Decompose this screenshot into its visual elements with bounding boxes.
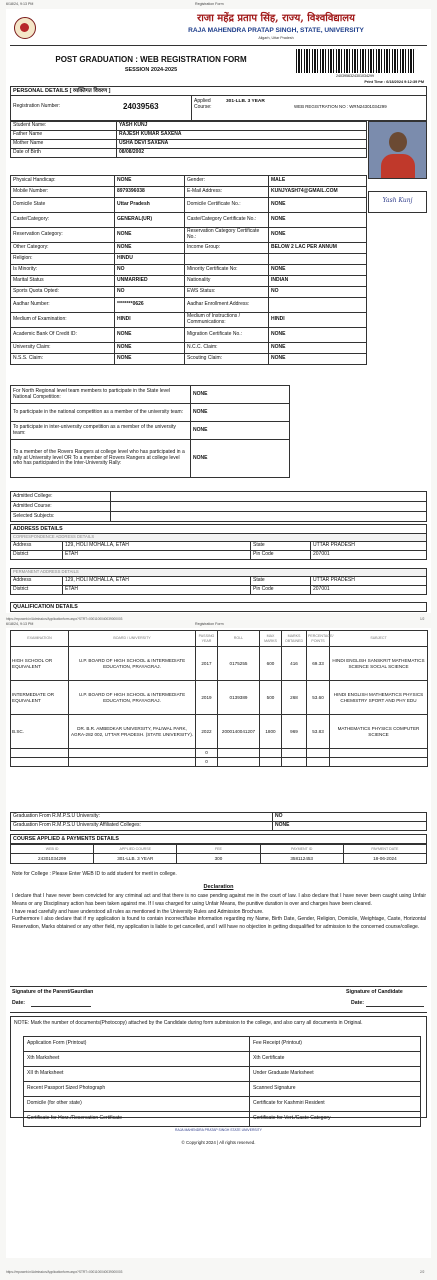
perm-address-table	[10, 576, 427, 595]
field-label: Domicile State	[11, 198, 115, 213]
document-row	[24, 1037, 421, 1052]
applied-course-value: 301-LLB. 3 YEAR	[226, 99, 265, 104]
field-label: E-Mail Address:	[185, 187, 269, 198]
field-value: 129, HOLI MOHALLA, ETAH	[63, 542, 251, 551]
field-value: UTTAR PRADESH	[311, 542, 427, 551]
column-header: PERCENTAGE/ POINTS	[307, 631, 330, 647]
qualification-cell: MATHEMATICS PHYSICS COMPUTER SCIENCE	[330, 715, 428, 749]
qualification-cell	[11, 749, 69, 758]
field-label: Date of Birth	[11, 149, 117, 158]
qualification-cell: HINDI ENGLISH MATHEMATICS PHYSICS CHEMISTRY SPORT AND PHY EDU	[330, 681, 428, 715]
field-label: Is Minority:	[11, 265, 115, 276]
university-logo-icon	[14, 17, 36, 39]
field-label: To a member of the Rovers Rangers at college level who has participated in a rally at University level OR To a member of Rovers Rangers at college level who has participated in the Inter-University Rally:	[11, 440, 191, 478]
document-row	[24, 1082, 421, 1097]
table-row	[11, 176, 367, 187]
column-header: PAYMENT DATE	[343, 845, 426, 854]
field-label: Scouting Claim:	[185, 354, 269, 365]
personal-details-heading: PERSONAL DETAILS [ व्यक्तिगत विवरण ]	[10, 86, 427, 96]
field-label: Father Name	[11, 131, 117, 140]
table-row	[11, 298, 367, 313]
field-value: HINDI	[269, 313, 367, 328]
field-label: Physical Handicap:	[11, 176, 115, 187]
qualification-cell	[218, 749, 260, 758]
qualification-cell	[307, 758, 330, 767]
qualification-cell: 500	[260, 681, 282, 715]
documents-note: NOTE: Mark the number of documents(Photocopy) attached by the Candidate during form submission to the college, and also carry all documents in Original.	[14, 1020, 363, 1026]
student-photo	[368, 121, 427, 179]
graduation-table	[10, 812, 427, 831]
qualification-cell	[69, 749, 196, 758]
documents-table	[23, 1036, 421, 1127]
university-name-english: RAJA MAHENDRA PRATAP SINGH, STATE, UNIVERSITY	[188, 27, 364, 34]
field-label: Admitted College:	[11, 492, 111, 502]
field-value: ETAH	[63, 551, 251, 560]
field-label: Migration Certificate No.:	[185, 328, 269, 343]
print-header-title: Registration Form	[195, 2, 224, 6]
qualification-cell: 969	[282, 715, 307, 749]
document-item: Scanned Signature	[250, 1082, 421, 1097]
date-label-1: Date:	[12, 1000, 25, 1006]
field-label: Sports Quota Opted:	[11, 287, 115, 298]
qualification-cell: 416	[282, 647, 307, 681]
table-row	[11, 328, 367, 343]
column-header: APPLIED COURSE	[94, 845, 177, 854]
field-value: RAJESH KUMAR SAXENA	[117, 131, 367, 140]
field-label: Admitted Course:	[11, 502, 111, 512]
barcode-image	[296, 49, 414, 73]
field-label: Pin Code	[251, 586, 311, 595]
field-value: HINDU	[115, 254, 185, 265]
declaration-para-2: I have read carefully and have understood all rules as mentioned in the University Rules and Admission Brochure.	[12, 908, 264, 915]
field-value: NONE	[115, 343, 185, 354]
table-row	[11, 265, 367, 276]
address-heading: ADDRESS DETAILS	[10, 524, 427, 534]
payment-cell: 358112453	[260, 854, 343, 864]
qualification-cell	[330, 749, 428, 758]
field-label: State	[251, 577, 311, 586]
field-label: Medium of Examination:	[11, 313, 115, 328]
applied-course-label: Applied Course:	[194, 98, 212, 110]
qualification-cell	[260, 758, 282, 767]
field-label: Other Category:	[11, 243, 115, 254]
field-value	[111, 492, 427, 502]
document-item: XII th Marksheet	[24, 1067, 250, 1082]
table-row	[11, 502, 427, 512]
session: SESSION 2024-2025	[124, 67, 178, 73]
declaration-para-3: Furthermore I also declare that if my application is found to contain incorrect/false information regarding my Name, Birth Date, Gender, Religion, Domicile, Weightage, Caste, Horizontal Reservation, Marks obtained or any other field, my application is liable to get cancelled, and I will have no objection in getting disqualified for admission to the concerned course/college.	[12, 916, 426, 930]
payment-cell: 18-06-2024	[343, 854, 426, 864]
table-row	[11, 354, 367, 365]
field-label: Student Name:	[11, 122, 117, 131]
qualification-cell: 2000140041207	[218, 715, 260, 749]
qualification-cell: 69.33	[307, 647, 330, 681]
field-label: Reservation Category Certificate No.:	[185, 228, 269, 243]
declaration-para-1: I declare that I have never been convicted for any criminal act and that there is no case pending against me in the court of law. I also declare that I have never been caught using Unfair Means or any Disciplinary action has been taken against me. If I was charged for using Unfair Means, the punitive duration is over and charges have been cleared.	[12, 893, 426, 907]
table-row	[11, 140, 367, 149]
footer-url-2: https://mpuweb.in/Admission/Applicationform.aspx?STRT=0001100040039000003	[6, 1270, 123, 1274]
field-label: EWS Status:	[185, 287, 269, 298]
field-label: University Claim:	[11, 343, 115, 354]
field-value: NONE	[269, 213, 367, 228]
column-header: FEE	[177, 845, 260, 854]
corr-address-table	[10, 541, 427, 560]
table-row	[11, 813, 427, 822]
registration-row	[10, 95, 427, 121]
document-item: Fee Receipt (Printout)	[250, 1037, 421, 1052]
field-label: To participate in inter-university competition as a member of the university team:	[11, 422, 191, 440]
table-row	[11, 131, 367, 140]
document-item: Application Form (Printout)	[24, 1037, 250, 1052]
qualification-cell	[260, 749, 282, 758]
field-label: N.C.C. Claim:	[185, 343, 269, 354]
qualification-cell: 0	[196, 749, 218, 758]
qualification-row	[11, 758, 428, 767]
header-rule	[10, 45, 427, 46]
qualification-cell: 268	[282, 681, 307, 715]
document-item: Domicile (for other state)	[24, 1097, 250, 1112]
qualification-cell: U.P. BOARD OF HIGH SCHOOL & INTERMEDIATE EDUCATION, PRAYAGRAJ.	[69, 647, 196, 681]
document-item: Certificate for Horz./Reservation Certificate	[24, 1112, 250, 1127]
payment-table	[10, 844, 427, 864]
field-label: Religion:	[11, 254, 115, 265]
field-value: GENERAL(UR)	[115, 213, 185, 228]
field-value: NONE	[115, 243, 185, 254]
print-header-title-2: Registration Form	[195, 622, 224, 626]
field-label: Graduation From R.M.P.S.U University:	[11, 813, 273, 822]
document-row	[24, 1052, 421, 1067]
field-label: For North Regional level team members to participate in the State level National Competition:	[11, 386, 191, 404]
qualification-cell: 2022	[196, 715, 218, 749]
column-header: ROLL	[218, 631, 260, 647]
field-value: NONE	[191, 404, 290, 422]
table-row	[11, 213, 367, 228]
table-row	[11, 404, 290, 422]
field-label: Mobile Number:	[11, 187, 115, 198]
payment-heading: COURSE APPLIED & PAYMENTS DETAILS	[10, 834, 427, 844]
print-header-left: 6/18/24, 9:13 PM	[6, 2, 34, 6]
qualification-cell	[218, 758, 260, 767]
table-row	[11, 198, 367, 213]
document-row	[24, 1067, 421, 1082]
field-label: Selected Subjects:	[11, 512, 111, 522]
document-item: Xth Marksheet	[24, 1052, 250, 1067]
field-value: INDIAN	[269, 276, 367, 287]
field-value: NO	[273, 813, 427, 822]
qualification-cell	[11, 758, 69, 767]
qualification-cell	[330, 758, 428, 767]
field-label: Medium of Instructions / Communications:	[185, 313, 269, 328]
reg-value: 24039563	[123, 102, 159, 111]
field-label	[185, 254, 269, 265]
document-row	[24, 1112, 421, 1127]
candidate-signature-label: Signature of Candidate	[346, 989, 403, 995]
web-registration-no: WEB REGISTRATION NO : WRN24301034299	[294, 104, 387, 109]
field-label: District	[11, 551, 63, 560]
payment-cell: 24301034299	[11, 854, 94, 864]
field-label: Graduation From R.M.P.S.U University Affiliated Colleges:	[11, 822, 273, 831]
table-row	[11, 343, 367, 354]
field-value: NONE	[269, 228, 367, 243]
reg-label: Registration Number:	[13, 103, 61, 109]
barcode-number: 2403956324301034299	[336, 74, 374, 78]
table-row	[11, 577, 427, 586]
qualification-cell	[282, 749, 307, 758]
field-value: 08/08/2002	[117, 149, 367, 158]
payment-cell: 300	[177, 854, 260, 864]
field-label: Domicile Certificate No.:	[185, 198, 269, 213]
field-value: 8979396038	[115, 187, 185, 198]
field-value: NONE	[269, 198, 367, 213]
document-item: Certificate for Kashmiri Resident	[250, 1097, 421, 1112]
field-value: NONE	[115, 354, 185, 365]
column-header: MAX MARKS	[260, 631, 282, 647]
field-value: NONE	[115, 228, 185, 243]
document-item: Certificate for Vert./Caste Category	[250, 1112, 421, 1127]
page-2	[6, 628, 431, 1258]
field-value: NONE	[269, 354, 367, 365]
document-row	[24, 1097, 421, 1112]
student-basic-table	[10, 121, 367, 158]
column-header: BOARD / UNIVERSITY	[69, 631, 196, 647]
field-label: Mother Name	[11, 140, 117, 149]
print-header-left-2: 6/18/24, 9:13 PM	[6, 622, 34, 626]
qualification-table	[10, 630, 428, 767]
field-value: NONE	[273, 822, 427, 831]
field-label: Address	[11, 577, 63, 586]
field-label: Caste/Category Certificate No.:	[185, 213, 269, 228]
table-row	[11, 254, 367, 265]
table-row	[11, 149, 367, 158]
qualification-cell: INTERMEDIATE OR EQUIVALENT	[11, 681, 69, 715]
field-label: Minority Certificate No:	[185, 265, 269, 276]
table-row	[11, 276, 367, 287]
qualification-cell: 2017	[196, 647, 218, 681]
signature-image: Yash Kunj	[368, 191, 427, 213]
field-value: USHA DEVI SAXENA	[117, 140, 367, 149]
field-value: Uttar Pradesh	[115, 198, 185, 213]
perm-address-heading: PERMANENT ADDRESS DETAILS	[10, 568, 427, 577]
qualification-cell	[69, 758, 196, 767]
admitted-table	[10, 491, 427, 522]
field-value	[269, 254, 367, 265]
personal-grid-table	[10, 175, 367, 365]
declaration-title: Declaration	[203, 884, 234, 890]
field-label: Address	[11, 542, 63, 551]
qualification-row	[11, 647, 428, 681]
qualification-cell: 0139389	[218, 681, 260, 715]
qualification-cell: HIGH SCHOOL OR EQUIVALENT	[11, 647, 69, 681]
qualification-cell: B.SC.	[11, 715, 69, 749]
field-label: Caste/Category:	[11, 213, 115, 228]
table-row	[11, 122, 367, 131]
print-time: Print Time : 6/18/2024 9:12:39 PM	[364, 80, 424, 84]
column-header: MARKS OBTAINED	[282, 631, 307, 647]
qualification-cell: 0175255	[218, 647, 260, 681]
parent-signature-label: Signature of the Parent/Gaurdian	[12, 989, 94, 995]
table-row	[11, 542, 427, 551]
qualification-cell: U.P. BOARD OF HIGH SCHOOL & INTERMEDIATE EDUCATION, PRAYAGRAJ.	[69, 681, 196, 715]
table-row	[11, 386, 290, 404]
field-value: 207001	[311, 586, 427, 595]
column-header: PAYMENT ID	[260, 845, 343, 854]
table-row	[11, 187, 367, 198]
corr-address-heading: CORRESPONDENCE ADDRESS DETAILS	[10, 533, 427, 542]
field-value: MALE	[269, 176, 367, 187]
table-row	[11, 440, 290, 478]
field-value	[269, 298, 367, 313]
field-label: Reservation Category:	[11, 228, 115, 243]
field-value: NONE	[115, 328, 185, 343]
competition-table	[10, 385, 290, 478]
field-label: Academic Bank Of Credit ID:	[11, 328, 115, 343]
page-number-2: 2/2	[420, 1270, 425, 1274]
date-label-2: Date:	[351, 1000, 364, 1006]
field-label: State	[251, 542, 311, 551]
field-label: Aadhar Number:	[11, 298, 115, 313]
column-header: EXAMINATION	[11, 631, 69, 647]
table-row	[11, 512, 427, 522]
table-row	[11, 287, 367, 298]
field-label: Nationality	[185, 276, 269, 287]
payment-cell: 301-LLB. 3 YEAR	[94, 854, 177, 864]
page-number-1: 1/2	[420, 617, 425, 621]
field-value	[111, 502, 427, 512]
qualification-cell: 0	[196, 758, 218, 767]
document-item: Recent Passport Sized Photograph	[24, 1082, 250, 1097]
field-value: YASH KUNJ	[117, 122, 367, 131]
field-value	[111, 512, 427, 522]
qualification-cell: 53.60	[307, 681, 330, 715]
field-value: NO	[269, 287, 367, 298]
field-value: NONE	[269, 343, 367, 354]
field-value: KUNJYASH74@GMAIL.COM	[269, 187, 367, 198]
footer-copyright: © Copyright 2024 | All rights reserved.	[181, 1140, 256, 1145]
field-value: UTTAR PRADESH	[311, 577, 427, 586]
column-header: PASSING YEAR	[196, 631, 218, 647]
page-1	[6, 9, 431, 613]
qualification-row	[11, 749, 428, 758]
university-place: Aligarh, Uttar Pradesh	[258, 36, 294, 40]
footer-university: RAJA MAHENDRA PRATAP SINGH STATE UNIVERSITY	[175, 1128, 262, 1132]
column-header: SUBJECT	[330, 631, 428, 647]
qualification-heading: QUALIFICATION DETAILS	[10, 602, 427, 612]
field-label: To participate in the national competition as a member of the university team:	[11, 404, 191, 422]
field-label: Income Group:	[185, 243, 269, 254]
field-value: UNMARRIED	[115, 276, 185, 287]
field-value: NONE	[269, 328, 367, 343]
field-value: 129, HOLI MOHALLA, ETAH	[63, 577, 251, 586]
qualification-cell	[307, 749, 330, 758]
field-value: HINDI	[115, 313, 185, 328]
university-name-hindi: राजा महेंद्र प्रताप सिंह, राज्य, विश्वविद्यालय	[197, 13, 355, 24]
qualification-row	[11, 715, 428, 749]
document-item: Xth Certificate	[250, 1052, 421, 1067]
table-row	[11, 422, 290, 440]
footer-url: https://mpuweb.in/Admission/Applicationform.aspx?STRT=0001100040039000003	[6, 617, 123, 621]
field-label: District	[11, 586, 63, 595]
field-value: ETAH	[63, 586, 251, 595]
field-label: Gender:	[185, 176, 269, 187]
table-row	[11, 492, 427, 502]
qualification-cell: 2019	[196, 681, 218, 715]
form-title: POST GRADUATION : WEB REGISTRATION FORM	[55, 55, 247, 64]
field-value: ********0626	[115, 298, 185, 313]
qualification-cell: 600	[260, 647, 282, 681]
field-value: NONE	[191, 440, 290, 478]
qualification-row	[11, 681, 428, 715]
table-row	[11, 313, 367, 328]
field-value: BELOW 2 LAC PER ANNUM	[269, 243, 367, 254]
qualification-cell: DR. B.R. AMBEDKAR UNIVERSITY, PALIWAL PARK, AGRA-282 002, UTTAR PRADESH. (STATE UNIVERSITY).	[69, 715, 196, 749]
qualification-cell: HINDI ENGLISH SANSKRIT MATHEMATICS SCIENCE SOCIAL SCIENCE	[330, 647, 428, 681]
field-label: Marital Status	[11, 276, 115, 287]
college-note: Note for College : Please Enter WEB ID to add student for merit in college.	[12, 871, 177, 877]
field-value: 207001	[311, 551, 427, 560]
table-row	[11, 586, 427, 595]
field-label: N.S.S. Claim:	[11, 354, 115, 365]
qualification-cell: 1800	[260, 715, 282, 749]
document-item: Under Graduate Marksheet	[250, 1067, 421, 1082]
table-row	[11, 551, 427, 560]
field-label: Aadhar Enrollment Address:	[185, 298, 269, 313]
field-label: Pin Code	[251, 551, 311, 560]
field-value: NONE	[191, 386, 290, 404]
documents-box	[10, 1016, 427, 1122]
field-value: NO	[115, 265, 185, 276]
field-value: NONE	[191, 422, 290, 440]
table-row	[11, 822, 427, 831]
table-row	[11, 243, 367, 254]
qualification-cell	[282, 758, 307, 767]
table-row	[11, 228, 367, 243]
field-value: NONE	[115, 176, 185, 187]
declaration-text	[12, 893, 426, 932]
field-value: NONE	[269, 265, 367, 276]
qualification-cell: 53.83	[307, 715, 330, 749]
column-header: WEB ID	[11, 845, 94, 854]
field-value: NO	[115, 287, 185, 298]
